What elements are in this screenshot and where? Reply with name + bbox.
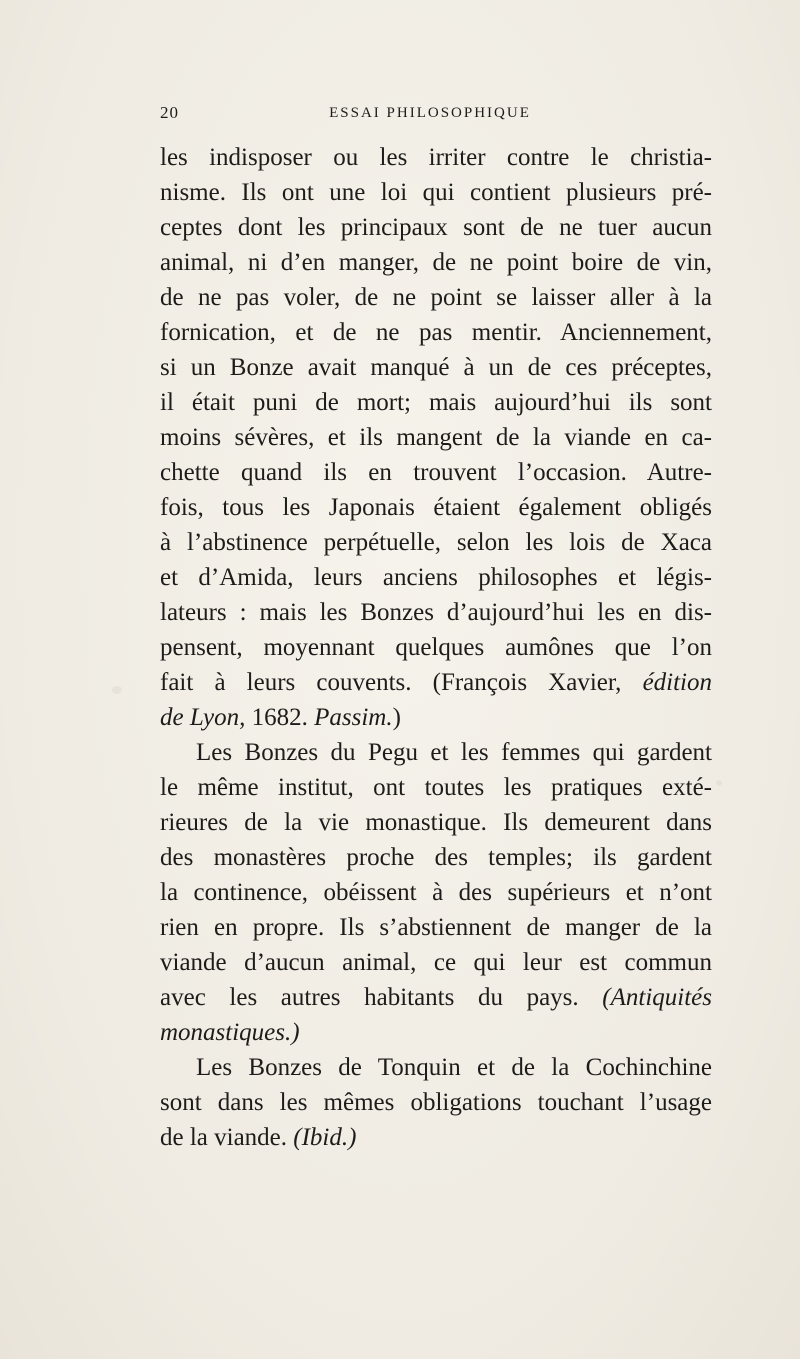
italic-segment: monastiques.) [160, 1019, 300, 1046]
text-line: Les Bonzes de Tonquin et de la Cochinchine [196, 1054, 712, 1081]
text-line: le même institut, ont toutes les pratiques exté- [160, 774, 712, 801]
text-line: et d’Amida, leurs anciens philosophes et légis- [160, 564, 712, 591]
text-line: rieures de la vie monastique. Ils demeurent dans [160, 809, 712, 836]
line-segment: de la viande. [160, 1124, 294, 1151]
text-line: pensent, moyennant quelques aumônes que l’on [160, 634, 712, 661]
text-line: viande d’aucun animal, ce qui leur est commun [160, 949, 712, 976]
italic-segment: de Lyon, [160, 704, 246, 731]
italic-segment: Passim. [314, 704, 393, 731]
text-line: il était puni de mort; mais aujourd’hui ils sont [160, 389, 712, 416]
text-line: nisme. Ils ont une loi qui contient plusieurs pré- [160, 179, 712, 206]
text-line: si un Bonze avait manqué à un de ces préceptes, [160, 354, 712, 381]
paper-stain [716, 780, 722, 786]
running-head [160, 103, 700, 133]
text-line [160, 1120, 712, 1155]
line-segment: avec les autres habitants du pays. [160, 984, 603, 1011]
text-line: de ne pas voler, de ne point se laisser aller à la [160, 284, 712, 311]
text-line [160, 700, 712, 735]
paper-stain [112, 686, 122, 694]
text-line: sont dans les mêmes obligations touchant l’usage [160, 1089, 712, 1116]
italic-segment: (Antiquités [602, 984, 712, 1011]
text-line [160, 665, 712, 700]
page-number: 20 [160, 103, 179, 122]
italic-segment: (Ibid.) [293, 1124, 357, 1151]
body-text [160, 140, 712, 1155]
line-segment: 1682. [245, 704, 315, 731]
running-title: ESSAI PHILOSOPHIQUE [329, 105, 531, 121]
text-line: lateurs : mais les Bonzes d’aujourd’hui les en dis- [160, 599, 712, 626]
text-line [160, 1015, 712, 1050]
text-line: fornication, et de ne pas mentir. Anciennement, [160, 319, 712, 346]
text-line: rien en propre. Ils s’abstiennent de manger de la [160, 914, 712, 941]
text-line: animal, ni d’en manger, de ne point boire de vin, [160, 249, 712, 276]
text-line: fois, tous les Japonais étaient également obligés [160, 494, 712, 521]
text-line: moins sévères, et ils mangent de la viande en ca- [160, 424, 712, 451]
text-line: la continence, obéissent à des supérieurs et n’ont [160, 879, 712, 906]
line-segment: ) [392, 704, 401, 731]
text-line [160, 980, 712, 1015]
text-line: à l’abstinence perpétuelle, selon les lois de Xaca [160, 529, 712, 556]
text-line: chette quand ils en trouvent l’occasion. Autre- [160, 459, 712, 486]
text-line: Les Bonzes du Pegu et les femmes qui gardent [196, 739, 712, 766]
line-segment: fait à leurs couvents. (François Xavier, [160, 669, 643, 696]
italic-segment: édition [642, 669, 712, 696]
text-line: ceptes dont les principaux sont de ne tuer aucun [160, 214, 712, 241]
text-line: les indisposer ou les irriter contre le christia- [160, 144, 712, 171]
text-line: des monastères proche des temples; ils gardent [160, 844, 712, 871]
